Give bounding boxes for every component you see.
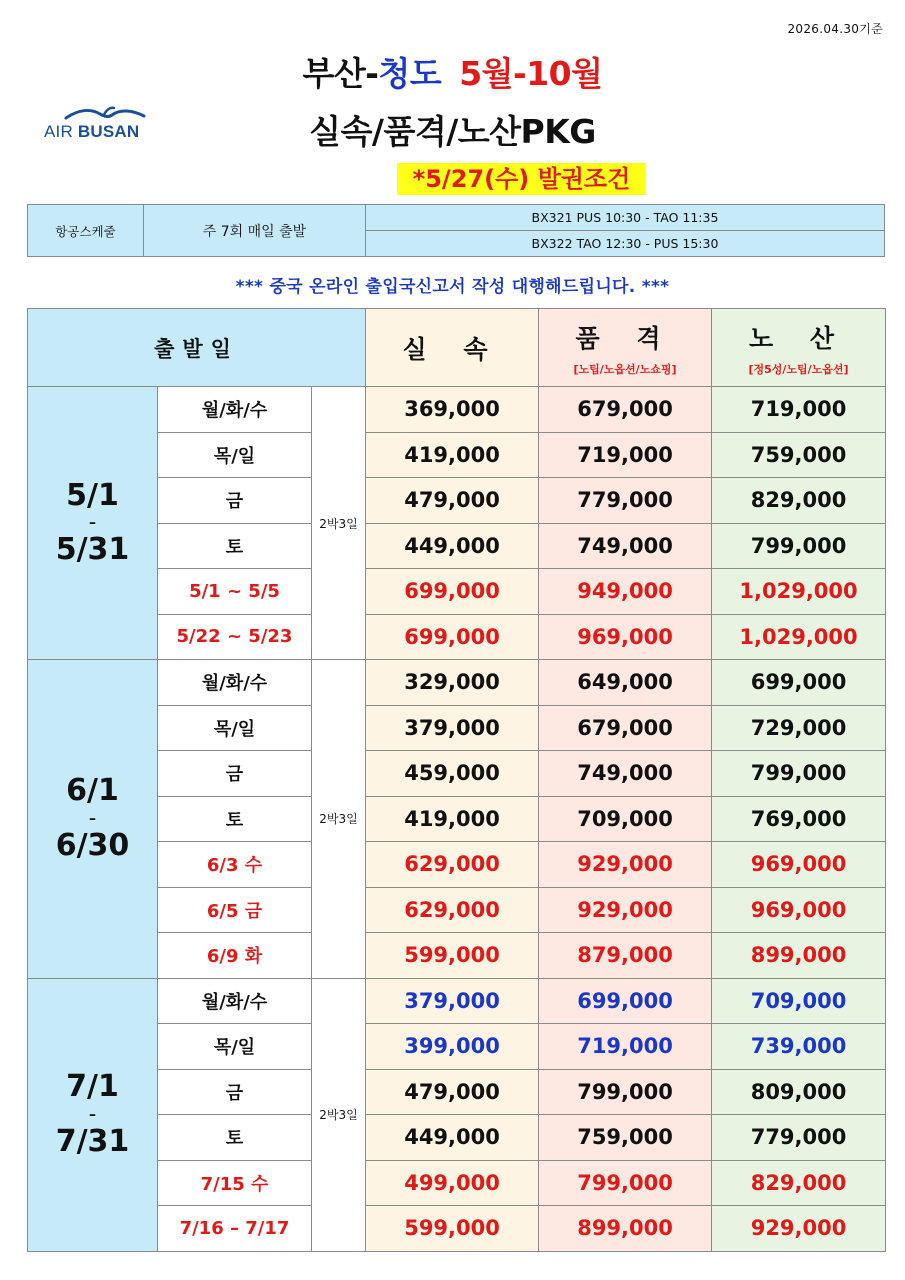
price-nosan: 729,000 [712, 705, 886, 751]
departure-day: 목/일 [158, 432, 312, 478]
price-silsok: 419,000 [366, 432, 539, 478]
price-silsok: 379,000 [366, 705, 539, 751]
price-silsok: 399,000 [366, 1024, 539, 1070]
price-nosan: 969,000 [712, 842, 886, 888]
price-nosan: 1,029,000 [712, 614, 886, 660]
price-silsok: 419,000 [366, 796, 539, 842]
period-start: 7/1 [66, 1069, 119, 1104]
header-nosan-sub: [정5성/노팁/노옵션] [748, 362, 849, 376]
departure-day: 목/일 [158, 1024, 312, 1070]
schedule-inbound: BX322 TAO 12:30 - PUS 15:30 [366, 231, 885, 257]
departure-day: 6/9 화 [158, 933, 312, 979]
price-nosan: 809,000 [712, 1069, 886, 1115]
period-range [28, 978, 158, 1251]
price-pumgyeok: 799,000 [539, 1160, 712, 1206]
period-range [28, 387, 158, 660]
period-end: 6/30 [55, 827, 130, 863]
product-title: 실속/품격/노산PKG [309, 112, 596, 151]
period-end: 5/31 [55, 532, 130, 567]
schedule-label: 항공스케줄 [28, 205, 144, 257]
departure-day: 7/15 수 [158, 1160, 312, 1206]
price-pumgyeok: 649,000 [539, 660, 712, 706]
period-end: 7/31 [55, 1123, 130, 1159]
price-pumgyeok: 929,000 [539, 842, 712, 888]
price-nosan: 799,000 [712, 751, 886, 797]
trip-duration: 2박3일 [312, 660, 366, 979]
price-nosan: 829,000 [712, 1160, 886, 1206]
price-silsok: 479,000 [366, 478, 539, 524]
price-silsok: 449,000 [366, 1115, 539, 1161]
trip-duration: 2박3일 [312, 978, 366, 1251]
price-silsok: 459,000 [366, 751, 539, 797]
period-dash: – [89, 515, 96, 531]
price-pumgyeok: 719,000 [539, 432, 712, 478]
header-departure-date: 출발일 [28, 309, 366, 387]
price-pumgyeok: 719,000 [539, 1024, 712, 1070]
period-start: 5/1 [66, 477, 119, 513]
departure-day: 토 [158, 796, 312, 842]
departure-day: 월/화/수 [158, 660, 312, 706]
price-silsok: 479,000 [366, 1069, 539, 1115]
price-silsok: 499,000 [366, 1160, 539, 1206]
flight-schedule-table [27, 204, 885, 257]
price-silsok: 369,000 [366, 387, 539, 433]
price-silsok: 379,000 [366, 978, 539, 1024]
price-pumgyeok: 949,000 [539, 569, 712, 615]
period-dash: – [89, 1106, 96, 1123]
notice-banner: *** 중국 온라인 출입국신고서 작성 대행해드립니다. *** [235, 277, 670, 297]
price-pumgyeok: 799,000 [539, 1069, 712, 1115]
price-silsok: 699,000 [366, 569, 539, 615]
header-pumgyeok: 품 격 [노팁/노옵션/노쇼핑] [539, 309, 712, 387]
price-nosan: 829,000 [712, 478, 886, 524]
departure-day: 금 [158, 751, 312, 797]
table-row [28, 387, 886, 433]
price-silsok: 629,000 [366, 887, 539, 933]
price-table [27, 308, 886, 1252]
table-row [28, 660, 886, 706]
departure-day: 토 [158, 1115, 312, 1161]
departure-day: 월/화/수 [158, 387, 312, 433]
price-pumgyeok: 969,000 [539, 614, 712, 660]
table-row [28, 978, 886, 1024]
departure-day: 7/16 – 7/17 [158, 1206, 312, 1252]
price-silsok: 449,000 [366, 523, 539, 569]
price-pumgyeok: 899,000 [539, 1206, 712, 1252]
departure-day: 5/1 ~ 5/5 [158, 569, 312, 615]
departure-day: 6/3 수 [158, 842, 312, 888]
departure-day: 금 [158, 478, 312, 524]
price-nosan: 969,000 [712, 887, 886, 933]
departure-day: 목/일 [158, 705, 312, 751]
price-pumgyeok: 749,000 [539, 523, 712, 569]
departure-day: 금 [158, 1069, 312, 1115]
price-nosan: 799,000 [712, 523, 886, 569]
price-pumgyeok: 779,000 [539, 478, 712, 524]
period-start: 6/1 [66, 773, 119, 809]
price-nosan: 899,000 [712, 933, 886, 979]
price-nosan: 929,000 [712, 1206, 886, 1252]
logo-wordmark: AIR BUSAN [44, 122, 140, 141]
route-title: 부산-청도 5월-10월 [302, 54, 603, 93]
period-range [28, 660, 158, 979]
price-pumgyeok: 699,000 [539, 978, 712, 1024]
ticketing-condition: *5/27(수) 발권조건 [397, 163, 646, 195]
price-pumgyeok: 679,000 [539, 387, 712, 433]
date-stamp: 2026.04.30기준 [787, 22, 883, 36]
schedule-outbound: BX321 PUS 10:30 - TAO 11:35 [366, 205, 885, 231]
price-silsok: 699,000 [366, 614, 539, 660]
price-nosan: 709,000 [712, 978, 886, 1024]
price-pumgyeok: 759,000 [539, 1115, 712, 1161]
header-silsok: 실 속 [366, 309, 539, 387]
price-nosan: 1,029,000 [712, 569, 886, 615]
price-nosan: 699,000 [712, 660, 886, 706]
price-pumgyeok: 879,000 [539, 933, 712, 979]
price-silsok: 599,000 [366, 933, 539, 979]
price-pumgyeok: 709,000 [539, 796, 712, 842]
price-pumgyeok: 929,000 [539, 887, 712, 933]
header-nosan: 노 산 [정5성/노팁/노옵션] [712, 309, 886, 387]
price-pumgyeok: 749,000 [539, 751, 712, 797]
price-silsok: 329,000 [366, 660, 539, 706]
period-dash: – [89, 810, 96, 827]
price-nosan: 739,000 [712, 1024, 886, 1070]
departure-day: 5/22 ~ 5/23 [158, 614, 312, 660]
price-nosan: 779,000 [712, 1115, 886, 1161]
schedule-frequency: 주 7회 매일 출발 [144, 205, 366, 257]
header-pumgyeok-sub: [노팁/노옵션/노쇼핑] [573, 362, 677, 376]
price-nosan: 759,000 [712, 432, 886, 478]
departure-day: 6/5 금 [158, 887, 312, 933]
price-pumgyeok: 679,000 [539, 705, 712, 751]
price-silsok: 599,000 [366, 1206, 539, 1252]
price-silsok: 629,000 [366, 842, 539, 888]
trip-duration: 2박3일 [312, 387, 366, 660]
departure-day: 토 [158, 523, 312, 569]
price-nosan: 769,000 [712, 796, 886, 842]
price-nosan: 719,000 [712, 387, 886, 433]
departure-day: 월/화/수 [158, 978, 312, 1024]
